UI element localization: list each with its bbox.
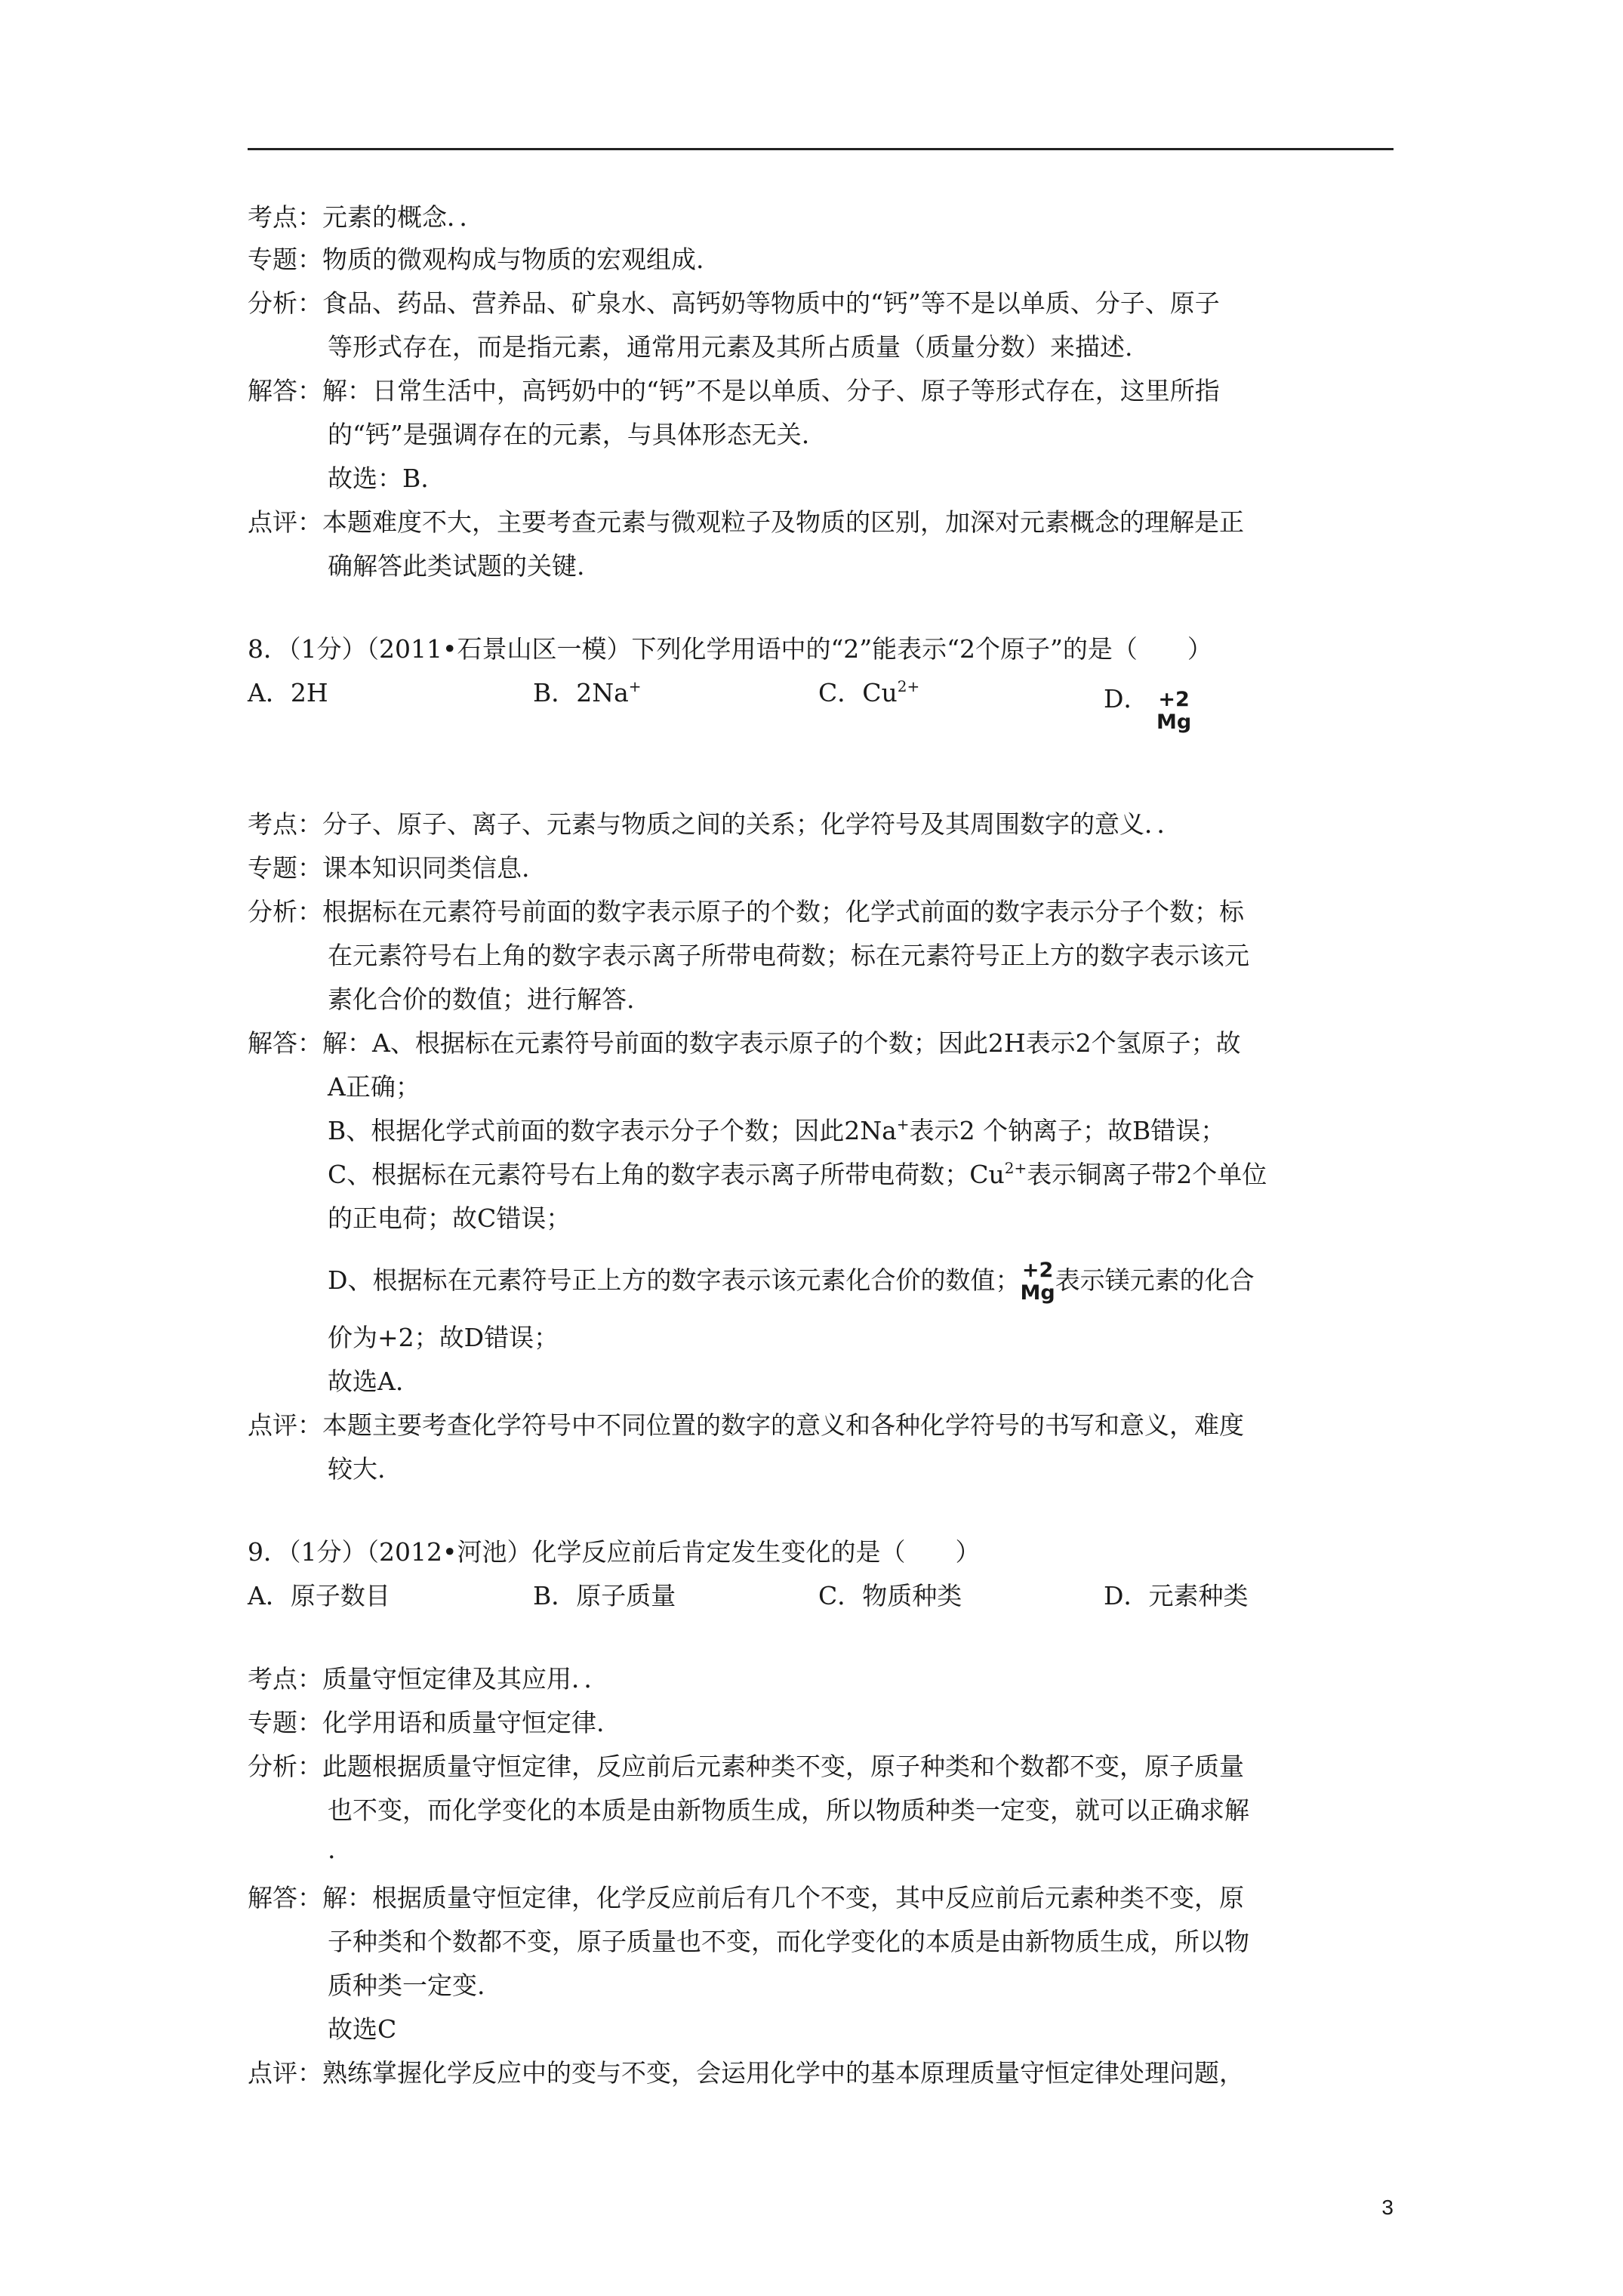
q7-zhuanti: 专题：物质的微观构成与物质的宏观组成. <box>248 245 704 274</box>
q8-fenxi-1: 分析：根据标在元素符号前面的数字表示原子的个数；化学式前面的数字表示分子个数；标 <box>248 897 1244 926</box>
q7-jieda-1: 解答：解：日常生活中，高钙奶中的“钙”不是以单质、分子、原子等形式存在，这里所指 <box>248 376 1220 405</box>
q9-jieda-2: 子种类和个数都不变，原子质量也不变，而化学变化的本质是由新物质生成，所以物 <box>328 1927 1249 1956</box>
q8-option-b: B．2Na+ <box>533 677 642 707</box>
q9-fenxi-2: 也不变，而化学变化的本质是由新物质生成，所以物质种类一定变，就可以正确求解 <box>328 1795 1249 1825</box>
q8-kaodian: 考点：分子、原子、离子、元素与物质之间的关系；化学符号及其周围数字的意义．． <box>248 809 1182 839</box>
q9-fenxi-1: 分析：此题根据质量守恒定律，反应前后元素种类不变，原子种类和个数都不变，原子质量 <box>248 1752 1244 1781</box>
q7-jieda-3: 故选：B. <box>328 464 429 493</box>
q8-fenxi-3: 素化合价的数值；进行解答. <box>328 985 635 1014</box>
q8-jieda-1: 解答：解：A、根据标在元素符号前面的数字表示原子的个数；因此2H表示2个氢原子；故 <box>248 1028 1241 1058</box>
q9-jieda-1: 解答：解：根据质量守恒定律，化学反应前后有几个不变，其中反应前后元素种类不变，原 <box>248 1883 1244 1912</box>
q7-fenxi-1: 分析：食品、药品、营养品、矿泉水、高钙奶等物质中的“钙”等不是以单质、分子、原子 <box>248 288 1220 318</box>
q8-option-c: C．$Cu^{2+}$ <box>818 677 920 707</box>
q7-dianping-2: 确解答此类试题的关键. <box>328 551 585 581</box>
q8-jieda-3: B、根据化学式前面的数字表示分子个数；因此2Na+表示2 个钠离子；故B错误； <box>328 1115 1226 1145</box>
q8-jieda-5: 的正电荷；故C错误； <box>328 1203 571 1233</box>
q9-dianping-1: 点评：熟练掌握化学反应中的变与不变，会运用化学中的基本原理质量守恒定律处理问题， <box>248 2058 1244 2088</box>
q8-dianping-1: 点评：本题主要考查化学符号中不同位置的数字的意义和各种化学符号的书写和意义，难度 <box>248 1410 1244 1440</box>
q8-jieda-4: C、根据标在元素符号右上角的数字表示离子所带电荷数；$Cu^{2+}$表示铜离子带2个单位 <box>328 1159 1267 1189</box>
q9-option-a: A．原子数目 <box>248 1581 390 1610</box>
q9-fenxi-3: . <box>328 1835 336 1864</box>
q9-stem: 9．（1分）（2012•河池）化学反应前后肯定发生变化的是（ ） <box>248 1537 981 1567</box>
q9-option-c: C．物质种类 <box>818 1581 962 1610</box>
header-rule <box>248 148 1394 150</box>
q8-jieda-6: D、根据标在元素符号正上方的数字表示该元素化合价的数值； +2 Mg 表示镁元素的化合 <box>328 1259 1255 1305</box>
valence-mg-symbol: +2 Mg <box>1020 1259 1055 1305</box>
q7-kaodian: 考点：元素的概念．． <box>248 202 485 232</box>
q9-jieda-4: 故选C <box>328 2014 397 2044</box>
q7-dianping-1: 点评：本题难度不大，主要考查元素与微观粒子及物质的区别，加深对元素概念的理解是正 <box>248 507 1244 537</box>
q8-option-a: A．2H <box>248 678 328 707</box>
q8-stem: 8．（1分）（2011•石景山区一模）下列化学用语中的“2”能表示“2个原子”的是（ ） <box>248 634 1212 664</box>
q9-zhuanti: 专题：化学用语和质量守恒定律. <box>248 1708 605 1737</box>
q7-jieda-2: 的“钙”是强调存在的元素，与具体形态无关. <box>328 420 810 449</box>
valence-mg-symbol: +2 Mg <box>1156 688 1192 734</box>
q9-jieda-3: 质种类一定变. <box>328 1971 485 2000</box>
q7-fenxi-2: 等形式存在，而是指元素，通常用元素及其所占质量（质量分数）来描述. <box>328 332 1133 362</box>
q9-kaodian: 考点：质量守恒定律及其应用．． <box>248 1664 609 1693</box>
q8-zhuanti: 专题：课本知识同类信息. <box>248 853 530 883</box>
q8-jieda-2: A正确； <box>328 1072 420 1102</box>
q9-option-d: D．元素种类 <box>1104 1581 1249 1610</box>
q8-option-d: D． +2 Mg <box>1104 684 1192 734</box>
q8-dianping-2: 较大. <box>328 1454 386 1484</box>
q8-fenxi-2: 在元素符号右上角的数字表示离子所带电荷数；标在元素符号正上方的数字表示该元 <box>328 941 1249 970</box>
q8-jieda-7: 价为+2；故D错误； <box>328 1323 559 1352</box>
q9-option-b: B．原子质量 <box>533 1581 676 1610</box>
q8-jieda-8: 故选A. <box>328 1367 404 1396</box>
page-number: 3 <box>1381 2196 1394 2219</box>
